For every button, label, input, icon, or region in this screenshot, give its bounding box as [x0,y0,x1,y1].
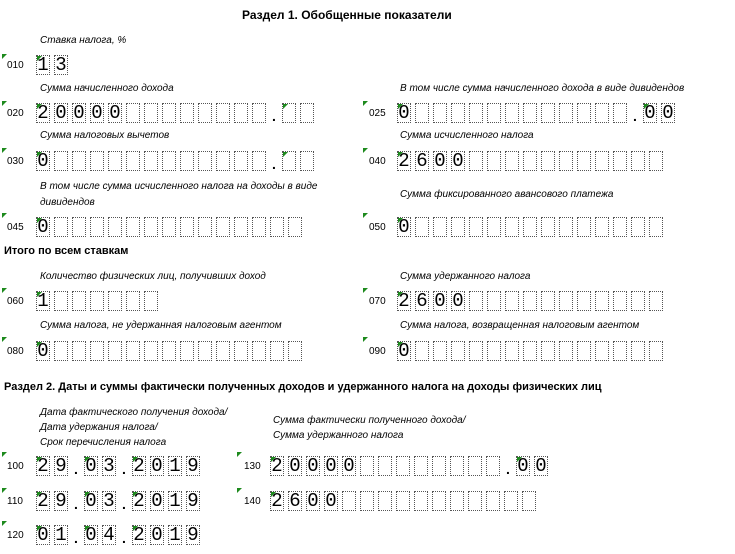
digit-cell [505,291,519,311]
digit-cell: 0 [37,524,49,546]
digit-cell [487,291,501,311]
digit-cell: 0 [398,340,410,362]
digit-cell: 6 [416,290,428,312]
digit-cell [90,151,104,171]
field-060[interactable] [36,291,162,311]
digit-cell [595,103,609,123]
digit-cell [108,151,122,171]
digit-cell [198,217,212,237]
digit-cell [252,151,266,171]
digit-cell [468,456,482,476]
digit-cell [378,491,392,511]
digit-cell [414,491,428,511]
digit-cell [433,217,447,237]
digit-cell [72,341,86,361]
digit-cell: 0 [85,524,97,546]
digit-cell: 0 [452,150,464,172]
digit-cell [234,341,248,361]
digit-cell [595,151,609,171]
row-marker [2,213,7,218]
digit-cell [216,217,230,237]
digit-cell [504,491,518,511]
digit-cell: 0 [85,490,97,512]
row-marker [2,337,7,342]
code-080: 080 [7,346,24,357]
digit-cell: 0 [85,455,97,477]
digit-cell [523,103,537,123]
digit-cell [631,217,645,237]
digit-cell: 0 [307,490,319,512]
digit-cell [559,341,573,361]
digit-cell [162,151,176,171]
digit-cell: 0 [37,216,49,238]
label-date-withheld: Дата удержания налога/ [40,422,158,433]
digit-cell [126,291,140,311]
digit-cell [487,217,501,237]
code-040: 040 [369,156,386,167]
row-marker [2,101,7,106]
digit-cell [360,491,374,511]
digit-cell: 0 [325,455,337,477]
digit-cell: 0 [644,102,656,124]
digit-cell [180,151,194,171]
digit-cell: 0 [37,340,49,362]
digit-cell: 0 [37,150,49,172]
digit-cell: 0 [452,290,464,312]
digit-cell [270,217,284,237]
digit-cell [613,151,627,171]
separator-dot: . [272,108,276,124]
digit-cell [415,103,429,123]
digit-cell: 3 [55,54,67,76]
digit-cell: 0 [91,102,103,124]
separator-dot: . [74,461,78,477]
digit-cell: 2 [398,150,410,172]
digit-cell [541,217,555,237]
field-020[interactable] [36,103,318,123]
label-090: Сумма налога, возвращенная налоговым агентом [400,320,640,331]
digit-cell [577,217,591,237]
digit-cell [631,291,645,311]
digit-cell [577,291,591,311]
code-090: 090 [369,346,386,357]
field-100[interactable] [36,456,204,476]
digit-cell [342,491,356,511]
digit-cell [631,341,645,361]
digit-cell [487,341,501,361]
digit-cell: 2 [271,455,283,477]
digit-cell [216,341,230,361]
digit-cell: 1 [37,54,49,76]
digit-cell: 0 [434,290,446,312]
label-040: Сумма исчисленного налога [400,130,534,141]
digit-cell [469,291,483,311]
separator-dot: . [633,108,637,124]
digit-cell: 9 [187,455,199,477]
field-140[interactable] [270,491,540,511]
digit-cell [126,103,140,123]
digit-cell [613,341,627,361]
digit-cell [559,291,573,311]
digit-cell: 9 [55,490,67,512]
digit-cell [198,103,212,123]
digit-cell: 2 [398,290,410,312]
digit-cell: 0 [307,455,319,477]
digit-cell [396,491,410,511]
label-060: Количество физических лиц, получивших доход [40,271,266,282]
digit-cell [90,291,104,311]
digit-cell [432,456,446,476]
digit-cell [108,291,122,311]
digit-cell [144,341,158,361]
row-marker [237,488,242,493]
code-030: 030 [7,156,24,167]
label-010: Ставка налога, % [40,35,127,46]
row-marker [2,521,7,526]
field-025[interactable] [397,103,679,123]
digit-cell [450,491,464,511]
digit-cell: 3 [103,455,115,477]
digit-cell [522,491,536,511]
digit-cell: 9 [187,524,199,546]
separator-dot: . [122,530,126,546]
digit-cell [649,151,663,171]
digit-cell: 0 [343,455,355,477]
digit-cell [126,341,140,361]
label-080: Сумма налога, не удержанная налоговым агентом [40,320,282,331]
digit-cell: 0 [662,102,674,124]
digit-cell [487,151,501,171]
digit-cell [90,341,104,361]
digit-cell [282,103,296,123]
digit-cell: 0 [109,102,121,124]
digit-cell [144,217,158,237]
digit-cell: 1 [37,290,49,312]
section2-right-labels [273,413,466,443]
digit-cell [541,151,555,171]
digit-cell [613,291,627,311]
digit-cell [360,456,374,476]
label-025: В том числе сумма начисленного дохода в виде дивидендов [400,83,685,94]
totals-subtitle: Итого по всем ставкам [4,245,129,257]
code-110: 110 [7,496,23,507]
digit-cell: 6 [289,490,301,512]
digit-cell: 0 [434,150,446,172]
digit-cell [415,217,429,237]
digit-cell [396,456,410,476]
digit-cell [234,151,248,171]
digit-cell [505,151,519,171]
digit-cell [126,151,140,171]
digit-cell [234,103,248,123]
digit-cell [613,217,627,237]
label-050: Сумма фиксированного авансового платежа [400,189,614,200]
digit-cell [559,103,573,123]
row-marker [2,148,7,153]
digit-cell [577,103,591,123]
digit-cell [505,341,519,361]
field-050[interactable] [397,217,667,237]
digit-cell [523,151,537,171]
digit-cell [300,151,314,171]
digit-cell [144,291,158,311]
field-010[interactable] [36,55,72,75]
digit-cell: 2 [133,524,145,546]
digit-cell [451,341,465,361]
digit-cell: 2 [37,455,49,477]
digit-cell [559,151,573,171]
digit-cell [505,103,519,123]
digit-cell [180,217,194,237]
digit-cell: 2 [133,490,145,512]
digit-cell [541,291,555,311]
digit-cell: 0 [517,455,529,477]
digit-cell [54,151,68,171]
digit-cell: 0 [55,102,67,124]
digit-cell: 0 [535,455,547,477]
row-marker [2,452,7,457]
digit-cell [595,341,609,361]
digit-cell [649,341,663,361]
digit-cell [541,103,555,123]
digit-cell: 9 [187,490,199,512]
field-110[interactable] [36,491,204,511]
field-070[interactable] [397,291,667,311]
digit-cell: 6 [416,150,428,172]
digit-cell [108,341,122,361]
digit-cell: 1 [169,455,181,477]
digit-cell [432,491,446,511]
digit-cell [180,103,194,123]
digit-cell: 3 [103,490,115,512]
row-marker [237,452,242,457]
digit-cell [541,341,555,361]
digit-cell: 9 [55,455,67,477]
digit-cell [487,103,501,123]
digit-cell [72,217,86,237]
field-030[interactable] [36,151,318,171]
code-120: 120 [7,530,24,541]
code-045: 045 [7,222,24,233]
digit-cell [288,341,302,361]
row-marker [2,288,7,293]
code-010: 010 [7,60,24,71]
separator-dot: . [74,496,78,512]
digit-cell: 1 [55,524,67,546]
digit-cell [216,151,230,171]
digit-cell [282,151,296,171]
digit-cell [631,151,645,171]
label-045: В том числе сумма исчисленного налога на доходы в виде дивидендов [40,181,318,208]
code-060: 060 [7,296,24,307]
separator-dot: . [74,530,78,546]
field-090[interactable] [397,341,667,361]
digit-cell [451,103,465,123]
label-030: Сумма налоговых вычетов [40,130,170,141]
digit-cell [469,341,483,361]
digit-cell: 2 [37,102,49,124]
digit-cell [649,291,663,311]
field-045[interactable] [36,217,306,237]
digit-cell [144,151,158,171]
separator-dot: . [122,496,126,512]
digit-cell [54,217,68,237]
digit-cell [72,291,86,311]
row-marker [363,148,368,153]
digit-cell [108,217,122,237]
row-marker [363,213,368,218]
row-marker [2,488,7,493]
digit-cell [180,341,194,361]
code-020: 020 [7,108,24,119]
digit-cell [54,291,68,311]
label-070: Сумма удержанного налога [400,271,531,282]
digit-cell [72,151,86,171]
code-130: 130 [244,461,261,472]
digit-cell: 0 [398,216,410,238]
field-080[interactable] [36,341,306,361]
digit-cell [252,341,266,361]
digit-cell [523,217,537,237]
digit-cell [577,341,591,361]
digit-cell: 2 [37,490,49,512]
digit-cell [523,341,537,361]
digit-cell [450,456,464,476]
digit-cell [54,341,68,361]
digit-cell: 4 [103,524,115,546]
digit-cell [613,103,627,123]
label-income-amount: Сумма фактически полученного дохода/ [273,415,466,426]
digit-cell [486,491,500,511]
digit-cell [505,217,519,237]
digit-cell [162,103,176,123]
digit-cell [216,103,230,123]
digit-cell [414,456,428,476]
digit-cell: 0 [151,524,163,546]
digit-cell: 2 [133,455,145,477]
section2-title: Раздел 2. Даты и суммы фактически полученных доходов и удержанного налога на доходы физических лиц [4,381,602,393]
digit-cell [486,456,500,476]
digit-cell [378,456,392,476]
digit-cell [595,291,609,311]
digit-cell: 0 [73,102,85,124]
digit-cell: 1 [169,524,181,546]
field-130[interactable] [270,456,552,476]
digit-cell [559,217,573,237]
digit-cell [649,217,663,237]
digit-cell: 2 [271,490,283,512]
digit-cell [288,217,302,237]
digit-cell [469,217,483,237]
separator-dot: . [272,156,276,172]
code-050: 050 [369,222,386,233]
digit-cell [523,291,537,311]
section2-left-labels [40,405,227,450]
digit-cell [469,151,483,171]
separator-dot: . [506,461,510,477]
digit-cell [198,341,212,361]
digit-cell: 0 [151,490,163,512]
digit-cell: 0 [289,455,301,477]
digit-cell [144,103,158,123]
digit-cell [90,217,104,237]
row-marker [363,337,368,342]
separator-dot: . [122,461,126,477]
digit-cell [162,217,176,237]
code-070: 070 [369,296,386,307]
digit-cell: 1 [169,490,181,512]
digit-cell: 0 [151,455,163,477]
digit-cell: 0 [398,102,410,124]
digit-cell [300,103,314,123]
row-marker [363,288,368,293]
label-transfer-deadline: Срок перечисления налога [40,437,167,448]
digit-cell [162,341,176,361]
digit-cell [451,217,465,237]
field-120[interactable] [36,525,204,545]
digit-cell [252,103,266,123]
digit-cell [433,103,447,123]
digit-cell [252,217,266,237]
digit-cell [126,217,140,237]
digit-cell [577,151,591,171]
digit-cell [234,217,248,237]
code-025: 025 [369,108,386,119]
digit-cell [433,341,447,361]
digit-cell [415,341,429,361]
digit-cell [198,151,212,171]
label-date-received: Дата фактического получения дохода/ [40,407,228,418]
code-100: 100 [7,461,24,472]
label-tax-withheld: Сумма удержанного налога [273,430,404,441]
row-marker [2,54,7,59]
digit-cell [270,341,284,361]
code-140: 140 [244,496,261,507]
field-040[interactable] [397,151,667,171]
label-020: Сумма начисленного дохода [40,83,174,94]
digit-cell [468,491,482,511]
digit-cell [595,217,609,237]
section1-title: Раздел 1. Обобщенные показатели [242,8,452,22]
digit-cell: 0 [325,490,337,512]
digit-cell [469,103,483,123]
row-marker [363,101,368,106]
